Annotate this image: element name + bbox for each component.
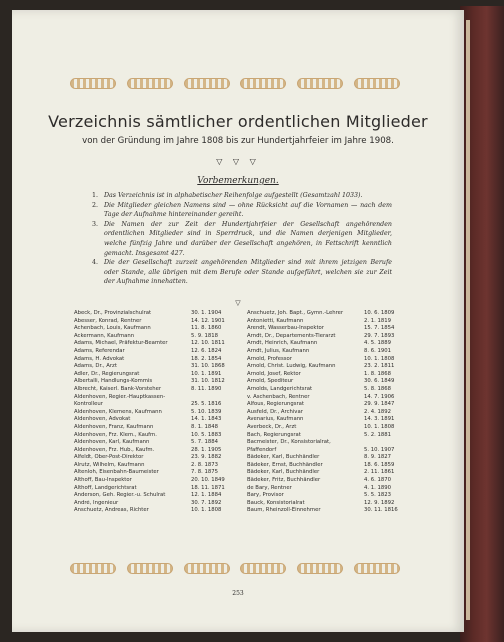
member-name: Bädeker, Ernst, Buchhändler bbox=[247, 461, 323, 468]
remark-item: 3. Die Namen der zur Zeit der Hundertjahrfeier der Gesellschaft angehörenden ordentlichen Mitglieder sind in Sperrdruck, und die Namen derjenigen Mitglieder, welche fünfzig Jahre und darüber der Gesellschaft angehören, in Fettschrift kenntlich gemacht. Insgesamt 427. bbox=[92, 220, 392, 257]
member-row bbox=[247, 439, 410, 447]
member-row bbox=[247, 507, 410, 515]
member-row bbox=[247, 500, 410, 508]
member-date: 12. 6. 1824 bbox=[191, 347, 222, 354]
member-row bbox=[74, 424, 237, 432]
member-row bbox=[247, 416, 410, 424]
remark-item: 4. Die der Gesellschaft zurzeit angehörenden Mitglieder sind mit ihrem jetzigen Berufe oder Stande, alle übrigen mit dem Berufe oder Stande aufgeführt, welchen sie zur Zeit der Aufnahme innehatten. bbox=[92, 259, 392, 286]
triangle-divider: ▽ ▽ ▽ bbox=[216, 157, 260, 166]
member-date: 10. 1. 1808 bbox=[364, 355, 395, 362]
member-name: Aldenhoven, Karl, Kaufmann bbox=[74, 439, 150, 446]
member-date: 5. 9. 1818 bbox=[191, 332, 218, 339]
member-date: 14. 12. 1901 bbox=[191, 317, 225, 324]
member-date: 12. 10. 1811 bbox=[191, 340, 225, 347]
member-date: 5. 5. 1823 bbox=[364, 492, 391, 499]
member-name: Anschuetz, Joh. Bapt., Gymn.-Lehrer bbox=[247, 310, 344, 316]
member-row bbox=[74, 447, 237, 455]
member-date: 8. 11. 1890 bbox=[191, 385, 222, 392]
member-row bbox=[247, 409, 410, 417]
member-row bbox=[74, 485, 237, 493]
member-name: Altenloh, Eisenbahn-Baumeister bbox=[74, 469, 159, 476]
small-triangle-divider: ▽ bbox=[235, 299, 241, 307]
member-row bbox=[74, 507, 237, 515]
member-date: 31. 10. 1812 bbox=[191, 378, 225, 385]
member-row bbox=[74, 333, 237, 341]
page-subtitle: von der Gründung im Jahre 1808 bis zur Hundertjahrfeier im Jahre 1908. bbox=[82, 136, 394, 146]
member-date: 30. 7. 1892 bbox=[191, 499, 222, 506]
member-date: 31. 10. 1868 bbox=[191, 363, 225, 370]
member-date: 2. 11. 1861 bbox=[364, 469, 395, 476]
member-date: 10. 6. 1809 bbox=[364, 310, 395, 316]
page-title: Verzeichnis sämtlicher ordentlichen Mitglieder bbox=[48, 112, 428, 131]
member-name: Alfous, Regierungsrat bbox=[247, 401, 304, 408]
member-name: Alfeldt, Ober-Post-Direktor bbox=[74, 454, 144, 461]
member-name: Arnold, Josef, Rektor bbox=[247, 370, 301, 377]
member-date: 29. 9. 1847 bbox=[364, 401, 395, 408]
member-name: de Bary, Rentner bbox=[247, 484, 292, 491]
member-name: Aldenhoven, Advokat bbox=[74, 416, 131, 423]
member-row bbox=[247, 462, 410, 470]
member-date: 30. 11. 1816 bbox=[364, 507, 398, 514]
member-row bbox=[247, 340, 410, 348]
member-name: Arndt, Julius, Kaufmann bbox=[247, 347, 310, 354]
member-name: Bach, Regierungsrat bbox=[247, 431, 301, 438]
member-row bbox=[247, 447, 410, 455]
member-name: Abeck, Dr., Provinzialschulrat bbox=[74, 310, 152, 316]
member-row bbox=[247, 310, 410, 318]
member-name: Bauck, Konsistorialrat bbox=[247, 499, 305, 506]
member-date: 2. 8. 1873 bbox=[191, 461, 218, 468]
member-name: Adler, Dr., Regierungsrat bbox=[74, 370, 140, 377]
member-row bbox=[247, 485, 410, 493]
member-row bbox=[74, 356, 237, 364]
member-columns bbox=[74, 310, 410, 515]
member-date: 4. 6. 1870 bbox=[364, 477, 391, 484]
member-row bbox=[247, 333, 410, 341]
member-row bbox=[247, 318, 410, 326]
member-row bbox=[74, 386, 237, 394]
member-row bbox=[247, 325, 410, 333]
member-name: v. Aschenbach, Rentner bbox=[247, 393, 310, 400]
member-row bbox=[247, 454, 410, 462]
remark-item: 2. Die Mitglieder gleichen Namens sind — ohne Rücksicht auf die Vornamen — nach dem Tage der Aufnahme hintereinander gereiht. bbox=[92, 201, 392, 219]
member-date bbox=[364, 439, 410, 447]
member-name: Arnold, Spediteur bbox=[247, 378, 294, 385]
member-name: Bacmeister, Dr., Konsistorialrat, bbox=[247, 439, 331, 446]
bottom-ornament-border bbox=[70, 562, 400, 574]
member-date: 12. 1. 1884 bbox=[191, 492, 222, 499]
member-name: Adams, H. Advokat bbox=[74, 355, 125, 362]
member-row bbox=[247, 386, 410, 394]
member-date: 8. 6. 1901 bbox=[364, 347, 391, 354]
member-row bbox=[74, 432, 237, 440]
member-name: Abesser, Konrad, Rentner bbox=[74, 317, 142, 324]
member-name: Arnold, Professor bbox=[247, 355, 292, 362]
member-row bbox=[74, 492, 237, 500]
member-name: Achenbach, Louis, Kaufmann bbox=[74, 325, 151, 332]
member-row bbox=[247, 469, 410, 477]
member-row bbox=[74, 477, 237, 485]
book-page bbox=[12, 10, 464, 632]
member-row bbox=[247, 424, 410, 432]
member-date: 25. 5. 1816 bbox=[191, 401, 222, 408]
member-row bbox=[74, 394, 237, 402]
member-name: Aldenhoven, Franz, Kaufmann bbox=[74, 423, 154, 430]
member-date: 10. 1. 1891 bbox=[191, 370, 222, 377]
member-row bbox=[247, 348, 410, 356]
member-row bbox=[74, 310, 237, 318]
member-date: 30. 6. 1849 bbox=[364, 378, 395, 385]
member-name: Adams, Michael, Präfektur-Beamter bbox=[74, 340, 168, 347]
member-date: 11. 8. 1860 bbox=[191, 325, 222, 332]
member-date: 8. 9. 1827 bbox=[364, 454, 391, 461]
member-date: 1. 8. 1868 bbox=[364, 370, 391, 377]
member-row bbox=[74, 371, 237, 379]
member-name: Averbeck, Dr., Arzt bbox=[247, 423, 297, 430]
member-date: 14. 1. 1843 bbox=[191, 416, 222, 423]
member-row bbox=[247, 378, 410, 386]
member-name: Althoff, Landgerichtsrat bbox=[74, 484, 137, 491]
member-name: Arnolds, Landgerichtsrat bbox=[247, 385, 313, 392]
member-date: 10. 1. 1808 bbox=[191, 507, 222, 514]
member-row bbox=[247, 363, 410, 371]
member-row bbox=[74, 401, 237, 409]
member-name: Anderson, Geh. Regier.-u. Schulrat bbox=[74, 492, 166, 499]
member-date: 4. 1. 1890 bbox=[364, 484, 391, 491]
member-date: 18. 6. 1859 bbox=[364, 461, 395, 468]
member-row bbox=[74, 325, 237, 333]
member-name: Pfaffendorf bbox=[247, 446, 277, 453]
member-date: 30. 1. 1904 bbox=[191, 310, 222, 316]
member-date: 29. 7. 1893 bbox=[364, 332, 395, 339]
member-row bbox=[74, 318, 237, 326]
member-row bbox=[74, 409, 237, 417]
member-date: 4. 5. 1889 bbox=[364, 340, 391, 347]
member-date: 7. 8. 1875 bbox=[191, 469, 218, 476]
member-date: 10. 1. 1808 bbox=[364, 423, 395, 430]
member-name: Aldenhoven, Frz. Hub., Kaufm. bbox=[74, 446, 155, 453]
member-date: 5. 2. 1881 bbox=[364, 431, 391, 438]
remark-item: 1. Das Verzeichnis ist in alphabetischer Reihenfolge aufgestellt (Gesamtzahl 1033). bbox=[92, 192, 363, 199]
member-date: 12. 9. 1892 bbox=[364, 499, 395, 506]
member-date: 14. 7. 1906 bbox=[364, 393, 395, 400]
member-date: 18. 2. 1854 bbox=[191, 355, 222, 362]
member-name: Ackermann, Kaufmann bbox=[74, 332, 135, 339]
member-list-right bbox=[247, 310, 410, 515]
member-date: 18. 11. 1871 bbox=[191, 484, 225, 491]
member-name: Bädeker, Karl, Buchhändler bbox=[247, 469, 320, 476]
member-name: Baum, Rheinzoll-Einnehmer bbox=[247, 507, 321, 514]
member-name: Aldenhoven, Frz. Klem., Kaufm. bbox=[74, 431, 157, 438]
member-name: Bädeker, Karl, Buchhändler bbox=[247, 454, 320, 461]
member-list-left bbox=[74, 310, 237, 515]
member-date: 28. 1. 1905 bbox=[191, 446, 222, 453]
member-date: 5. 7. 1884 bbox=[191, 439, 218, 446]
member-row bbox=[74, 469, 237, 477]
member-row bbox=[74, 500, 237, 508]
member-name: Bädeker, Fritz, Buchhändler bbox=[247, 477, 321, 484]
member-name: André, Ingenieur bbox=[74, 499, 119, 506]
member-name: Arndt, Heinrich, Kaufmann bbox=[247, 340, 318, 347]
member-name: Anschuetz, Andreas, Richter bbox=[74, 507, 149, 514]
member-row bbox=[247, 432, 410, 440]
member-row bbox=[74, 363, 237, 371]
member-date: 5. 10. 1839 bbox=[191, 408, 222, 415]
member-date bbox=[191, 394, 237, 402]
top-ornament-border bbox=[70, 77, 400, 89]
member-date: 8. 1. 1848 bbox=[191, 423, 218, 430]
member-row bbox=[247, 492, 410, 500]
member-name: Kontrolleur bbox=[74, 401, 103, 408]
member-row bbox=[74, 348, 237, 356]
member-date: 5. 10. 1907 bbox=[364, 446, 395, 453]
member-name: Adams, Referendar bbox=[74, 347, 125, 354]
member-date: 10. 5. 1883 bbox=[191, 431, 222, 438]
member-name: Ausfeld, Dr., Archivar bbox=[247, 408, 303, 415]
member-date: 20. 10. 1849 bbox=[191, 477, 225, 484]
member-name: Avenarius, Kaufmann bbox=[247, 416, 304, 423]
member-name: Arnold, Christ. Ludwig, Kaufmann bbox=[247, 363, 336, 370]
member-row bbox=[74, 416, 237, 424]
member-name: Albertalli, Handlungs-Kommis bbox=[74, 378, 153, 385]
member-row bbox=[74, 439, 237, 447]
member-name: Aldenhoven, Regier.-Hauptkassen- bbox=[74, 393, 166, 400]
member-name: Althoff, Bau-Inspektor bbox=[74, 477, 132, 484]
member-date: 2. 1. 1819 bbox=[364, 317, 391, 324]
member-name: Adams, Dr., Arzt bbox=[74, 363, 117, 370]
member-row bbox=[74, 454, 237, 462]
member-name: Albrecht, Kaiserl. Bank-Vorsteher bbox=[74, 385, 162, 392]
member-row bbox=[74, 378, 237, 386]
member-date: 14. 3. 1891 bbox=[364, 416, 395, 423]
member-row bbox=[247, 401, 410, 409]
member-name: Arendt, Wasserbau-Inspektor bbox=[247, 325, 324, 332]
member-name: Alrutz, Wilhelm, Kaufmann bbox=[74, 461, 145, 468]
remarks-list bbox=[92, 191, 392, 287]
member-name: Aldenhoven, Klemens, Kaufmann bbox=[74, 408, 162, 415]
member-date: 23. 2. 1811 bbox=[364, 363, 395, 370]
remarks-heading: Vorbemerkungen. bbox=[197, 176, 279, 186]
member-row bbox=[247, 371, 410, 379]
member-date: 15. 7. 1854 bbox=[364, 325, 395, 332]
member-date: 5. 8. 1868 bbox=[364, 385, 391, 392]
member-row bbox=[74, 340, 237, 348]
member-date: 2. 4. 1892 bbox=[364, 408, 391, 415]
member-row bbox=[247, 356, 410, 364]
member-row bbox=[74, 462, 237, 470]
member-row bbox=[247, 394, 410, 402]
member-name: Arndt, Dr., Departements-Tierarzt bbox=[247, 332, 336, 339]
member-name: Bary, Provisor bbox=[247, 492, 284, 499]
member-row bbox=[247, 477, 410, 485]
page-number: 253 bbox=[232, 590, 244, 597]
member-date: 23. 9. 1882 bbox=[191, 454, 222, 461]
member-name: Antonietti, Kaufmann bbox=[247, 317, 304, 324]
spine-edge bbox=[466, 20, 470, 620]
